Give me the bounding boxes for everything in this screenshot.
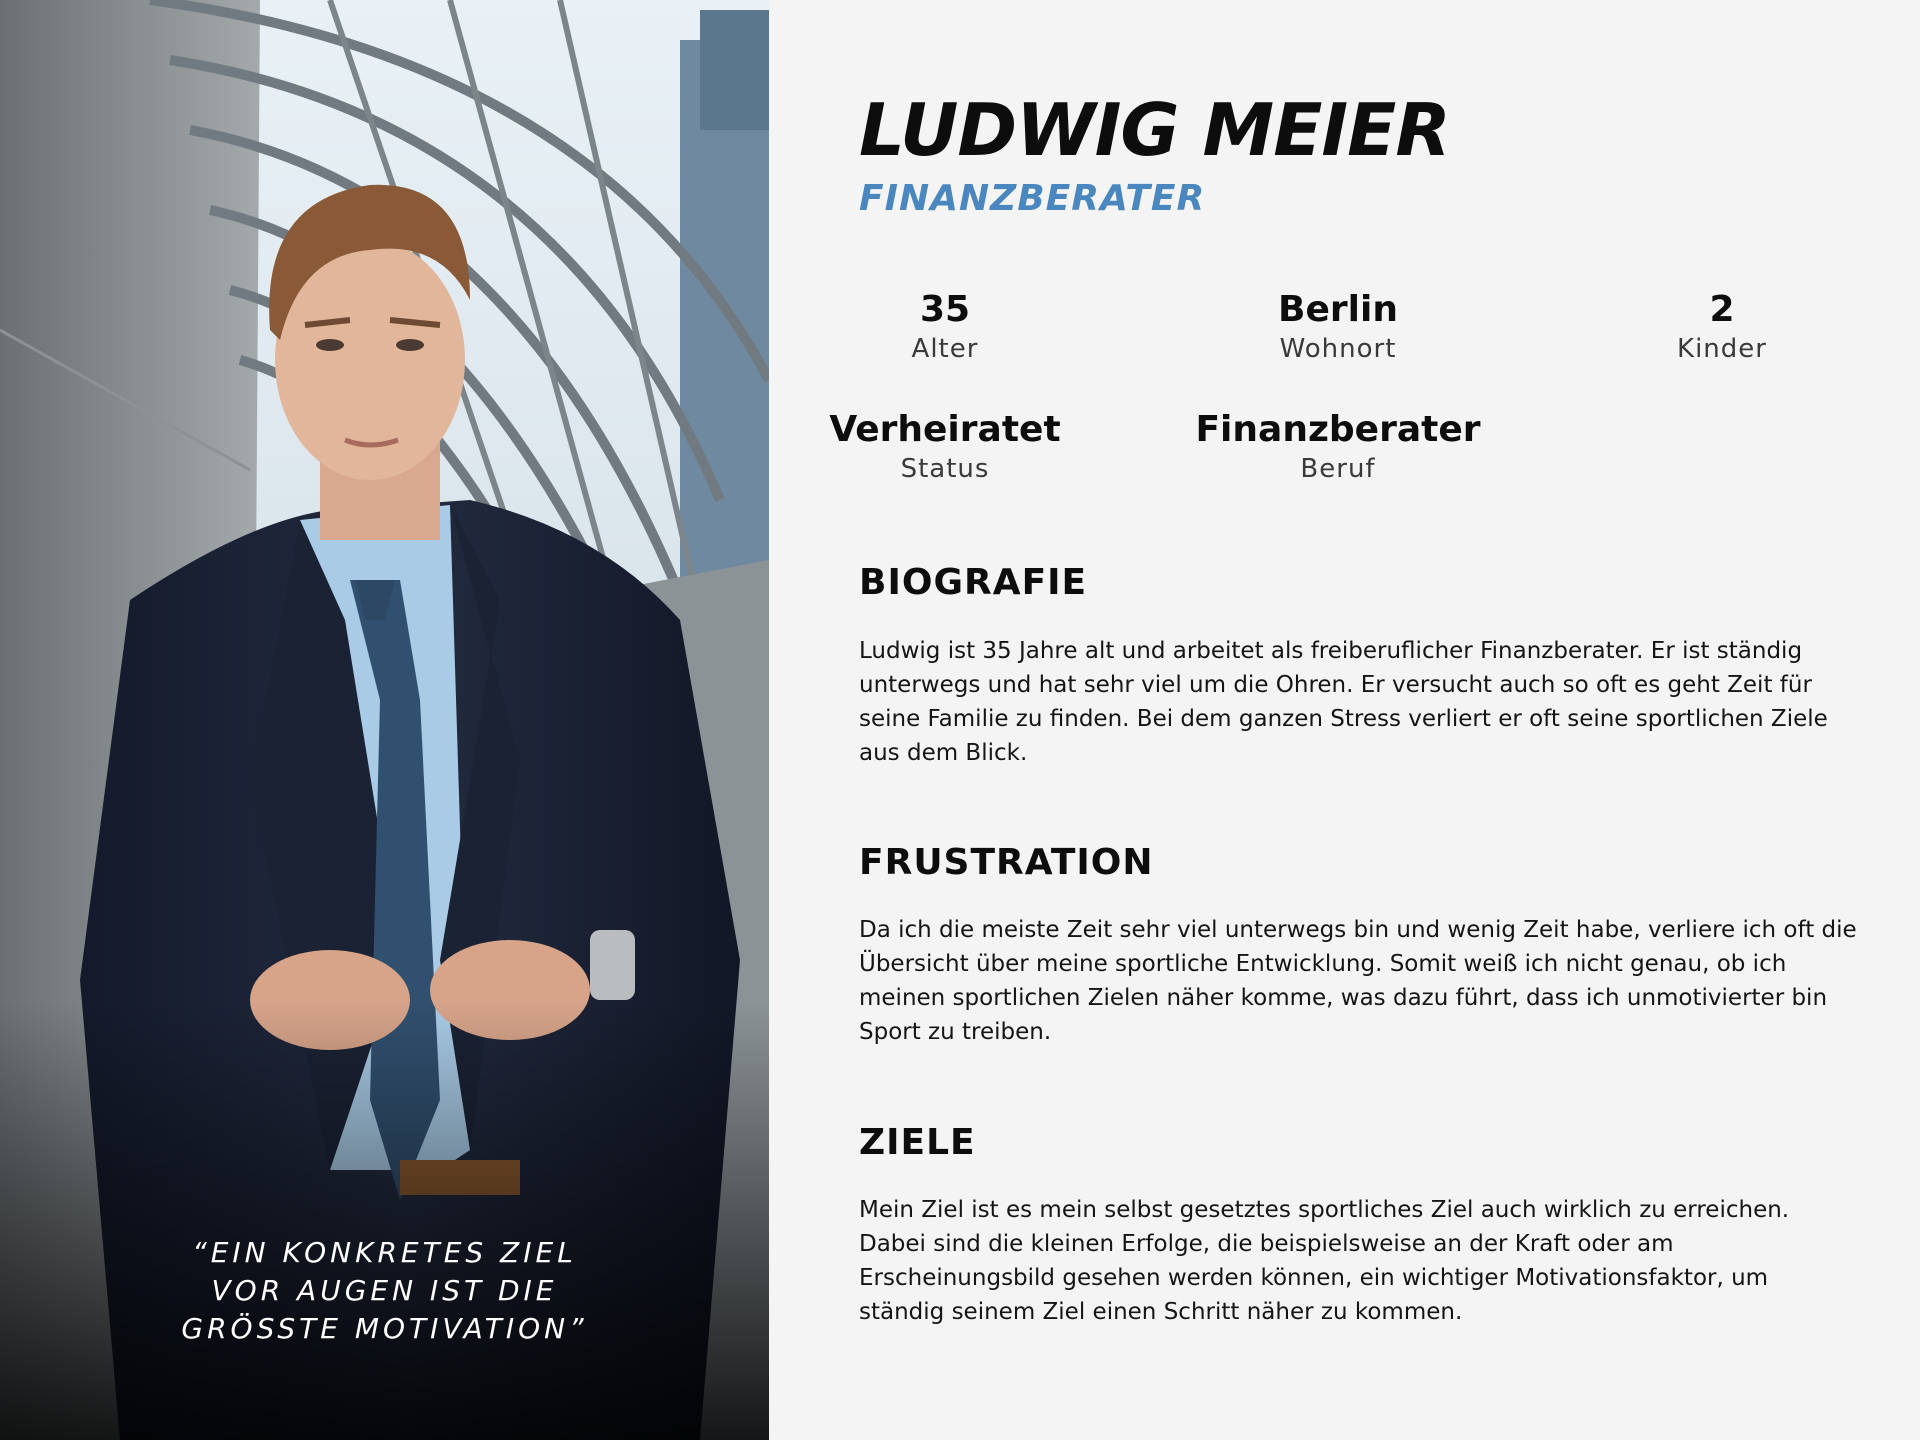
section-text-goals: Mein Ziel ist es mein selbst gesetztes sportliches Ziel auch wirklich zu erreichen. Dabei sind die kleinen Erfolge, die beispielsweise an der Kraft oder am Erscheinungsbild gesehen werden können, ein wichtiger Motivationsfaktor, um ständig seinem Ziel einen Schritt näher zu kommen.: [859, 1197, 1790, 1325]
fact-value: Verheiratet: [829, 409, 1061, 450]
fact-label: Beruf: [1300, 454, 1376, 484]
persona-photo: [0, 0, 769, 1440]
persona-info: [769, 0, 1920, 1440]
persona-quote: [0, 1234, 769, 1348]
section-title-goals: ZIELE: [859, 1122, 976, 1163]
portrait-illustration: [0, 0, 769, 1440]
quote-line: GRÖSSTE MOTIVATION”: [181, 1312, 588, 1345]
fact-value: Berlin: [1278, 289, 1398, 330]
section-text-biography: Ludwig ist 35 Jahre alt und arbeitet als freiberuflicher Finanzberater. Er ist ständig unterwegs und hat sehr viel um die Ohren. Er versucht auch so oft es geht Zeit für seine Familie zu finden. Bei dem ganzen Stress verliert er oft seine sportlichen Ziele aus dem Blick.: [859, 638, 1828, 766]
fact-profession: [1168, 408, 1508, 486]
fact-label: Status: [900, 454, 990, 484]
fact-label: Alter: [911, 334, 979, 364]
persona-name: LUDWIG MEIER: [859, 88, 1450, 172]
persona-role: FINANZBERATER: [859, 178, 1206, 219]
fact-value: 35: [919, 289, 971, 330]
fact-age: [775, 288, 1115, 366]
fact-value: 2: [1709, 289, 1735, 330]
section-title-biography: BIOGRAFIE: [859, 562, 1088, 603]
fact-label: Wohnort: [1279, 334, 1397, 364]
quote-line: “EIN KONKRETES ZIEL: [192, 1236, 577, 1269]
quote-line: VOR AUGEN IST DIE: [211, 1274, 558, 1307]
fact-label: Kinder: [1677, 334, 1767, 364]
fact-status: [775, 408, 1115, 486]
fact-children: [1552, 288, 1892, 366]
section-title-frustration: FRUSTRATION: [859, 842, 1154, 883]
fact-residence: [1168, 288, 1508, 366]
fact-value: Finanzberater: [1195, 409, 1481, 450]
section-text-frustration: Da ich die meiste Zeit sehr viel unterwegs bin und wenig Zeit habe, verliere ich oft die Übersicht über meine sportliche Entwicklung. Somit weiß ich nicht genau, ob ich meinen sportlichen Zielen näher komme, was dazu führt, dass ich unmotivierter bin Sport zu treiben.: [859, 917, 1857, 1045]
